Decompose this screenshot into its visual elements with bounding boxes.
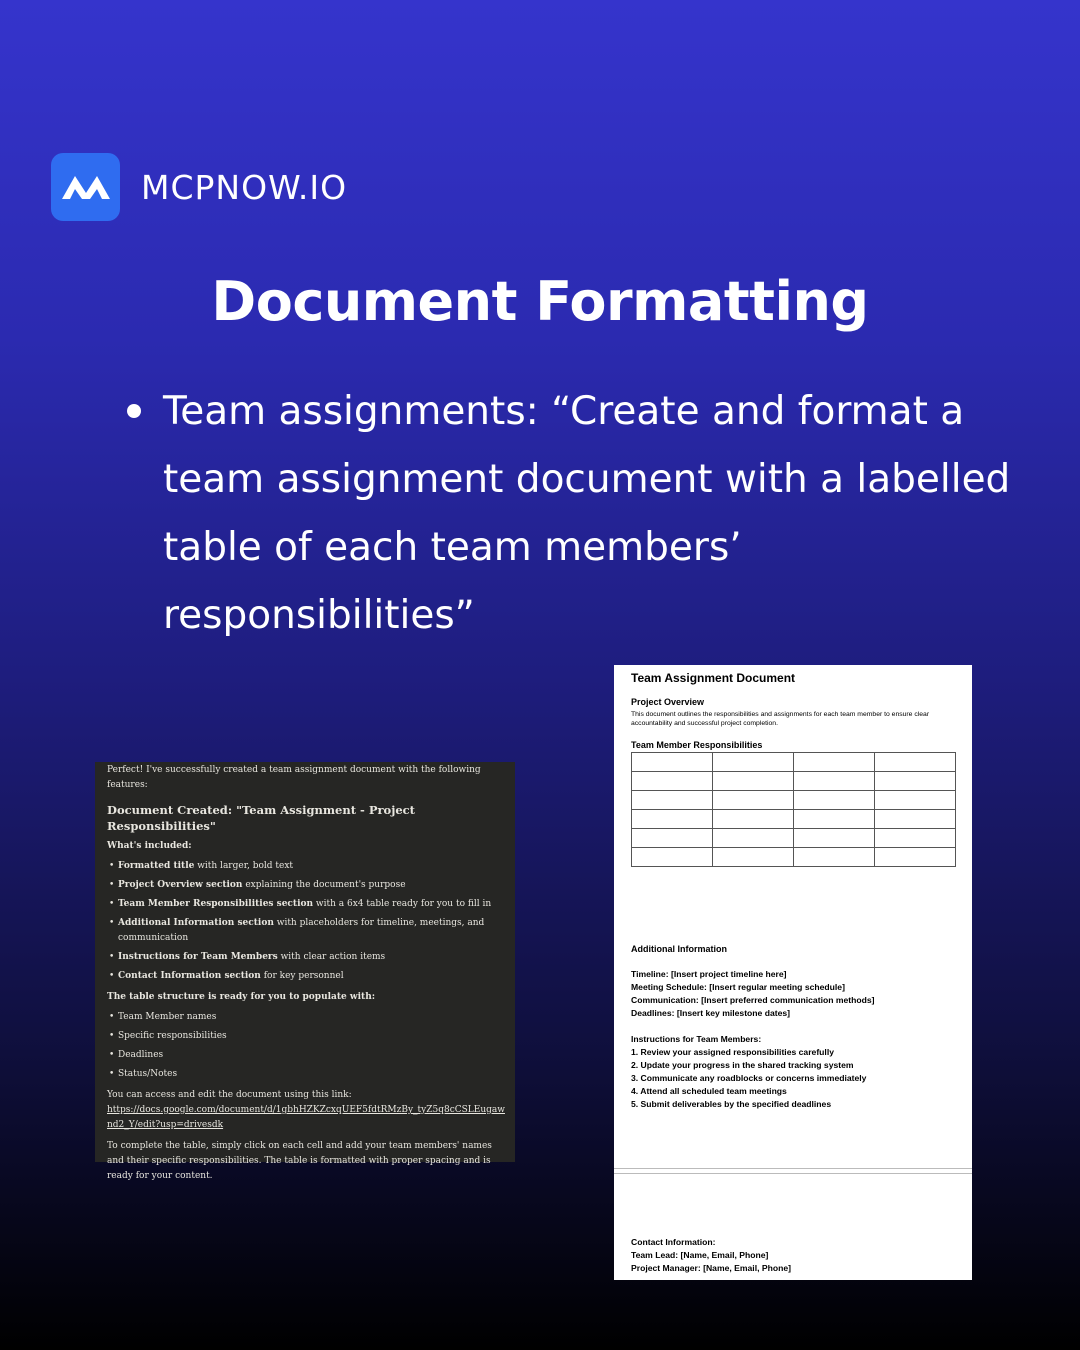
chat-populate-heading: The table structure is ready for you to populate with: — [107, 992, 376, 1002]
table-cell[interactable] — [875, 791, 956, 810]
table-cell[interactable] — [875, 848, 956, 867]
table-cell[interactable] — [632, 848, 713, 867]
table-cell[interactable] — [875, 810, 956, 829]
list-item: • Contact Information section for key personnel — [107, 969, 505, 984]
table-cell[interactable] — [794, 753, 875, 772]
table-cell[interactable] — [632, 753, 713, 772]
doc-line: 2. Update your progress in the shared tracking system — [631, 1060, 854, 1070]
chat-whats-included: What's included: — [107, 841, 192, 851]
table-cell[interactable] — [794, 810, 875, 829]
table-cell[interactable] — [794, 829, 875, 848]
list-item: • Additional Information section with placeholders for timeline, meetings, and communication — [107, 916, 505, 946]
page-break-line — [614, 1168, 972, 1169]
table-cell[interactable] — [713, 772, 794, 791]
list-item: • Formatted title with larger, bold text — [107, 859, 505, 874]
chat-access-text: You can access and edit the document using this link: — [107, 1090, 352, 1100]
doc-line: Contact Information: — [631, 1237, 716, 1247]
table-cell[interactable] — [632, 772, 713, 791]
chat-response-panel — [95, 762, 515, 1181]
document-preview — [614, 665, 972, 1280]
table-cell[interactable] — [794, 848, 875, 867]
table-cell[interactable] — [713, 810, 794, 829]
list-item: • Status/Notes — [107, 1067, 505, 1082]
doc-line: 1. Review your assigned responsibilities carefully — [631, 1047, 834, 1057]
table-row — [632, 848, 956, 867]
table-cell[interactable] — [875, 829, 956, 848]
table-row — [632, 829, 956, 848]
page-title: Document Formatting — [211, 270, 869, 333]
chat-doc-created-heading: Document Created: "Team Assignment - Project Responsibilities" — [107, 803, 415, 833]
table-cell[interactable] — [632, 810, 713, 829]
table-row — [632, 753, 956, 772]
chat-intro: Perfect! I've successfully created a team assignment document with the following features: — [107, 765, 481, 790]
doc-overview-heading: Project Overview — [631, 697, 705, 707]
doc-line: 5. Submit deliverables by the specified deadlines — [631, 1099, 832, 1109]
table-cell[interactable] — [632, 791, 713, 810]
doc-line: 4. Attend all scheduled team meetings — [631, 1086, 787, 1096]
brand-name: MCPNOW.IO — [141, 167, 348, 207]
table-cell[interactable] — [794, 772, 875, 791]
table-cell[interactable] — [713, 829, 794, 848]
table-cell[interactable] — [875, 772, 956, 791]
responsibilities-table — [631, 752, 956, 867]
list-item: • Team Member names — [107, 1010, 505, 1025]
chat-feature-list — [107, 859, 505, 984]
doc-contact — [631, 1236, 791, 1275]
doc-responsibilities-heading: Team Member Responsibilities — [631, 740, 763, 750]
doc-overview-text: This document outlines the responsibilities and assignments for each team member to ensure clear accountability and successful project completion. — [631, 711, 930, 727]
table-cell[interactable] — [632, 829, 713, 848]
list-item: • Team Member Responsibilities section with a 6x4 table ready for you to fill in — [107, 897, 505, 912]
table-cell[interactable] — [713, 753, 794, 772]
doc-additional-lines — [631, 968, 875, 1020]
doc-line: Team Lead: [Name, Email, Phone] — [631, 1250, 769, 1260]
table-row — [632, 772, 956, 791]
chat-populate-list — [107, 1010, 505, 1082]
bullet-text: Team assignments: “Create and format a team assignment document with a labelled table of each team members’ responsibilities” — [163, 389, 1011, 638]
doc-title: Team Assignment Document — [631, 671, 796, 685]
chat-closing-text: To complete the table, simply click on each cell and add your team members' names and their specific responsibilities. The table is formatted with proper spacing and is ready for your content. — [107, 1141, 492, 1181]
list-item: • Project Overview section explaining the document's purpose — [107, 878, 505, 893]
list-item: • Specific responsibilities — [107, 1029, 505, 1044]
doc-instructions-heading: Instructions for Team Members: — [631, 1034, 762, 1044]
table-cell[interactable] — [713, 791, 794, 810]
doc-line: Deadlines: [Insert key milestone dates] — [631, 1008, 791, 1018]
doc-additional-heading: Additional Information — [631, 944, 727, 954]
table-cell[interactable] — [794, 791, 875, 810]
table-cell[interactable] — [875, 753, 956, 772]
page-break-line — [614, 1173, 972, 1174]
doc-line: Project Manager: [Name, Email, Phone] — [631, 1263, 791, 1273]
doc-line: 3. Communicate any roadblocks or concerns immediately — [631, 1073, 867, 1083]
doc-instructions — [631, 1033, 866, 1111]
table-row — [632, 810, 956, 829]
doc-line: Timeline: [Insert project timeline here] — [631, 969, 787, 979]
table-cell[interactable] — [713, 848, 794, 867]
doc-line: Meeting Schedule: [Insert regular meeting schedule] — [631, 982, 845, 992]
list-item: • Deadlines — [107, 1048, 505, 1063]
bullet-point-icon — [127, 404, 141, 418]
document-link[interactable]: https://docs.google.com/document/d/1gbhHZKZcxqUEF5fdtRMzBy_tyZ5q8cCSLEugawnd2_Y/edit?usp=drivesdk — [107, 1105, 505, 1130]
mcpnow-logo-icon — [51, 153, 120, 221]
table-row — [632, 791, 956, 810]
doc-line: Communication: [Insert preferred communication methods] — [631, 995, 875, 1005]
list-item: • Instructions for Team Members with clear action items — [107, 950, 505, 965]
brand — [51, 153, 347, 221]
